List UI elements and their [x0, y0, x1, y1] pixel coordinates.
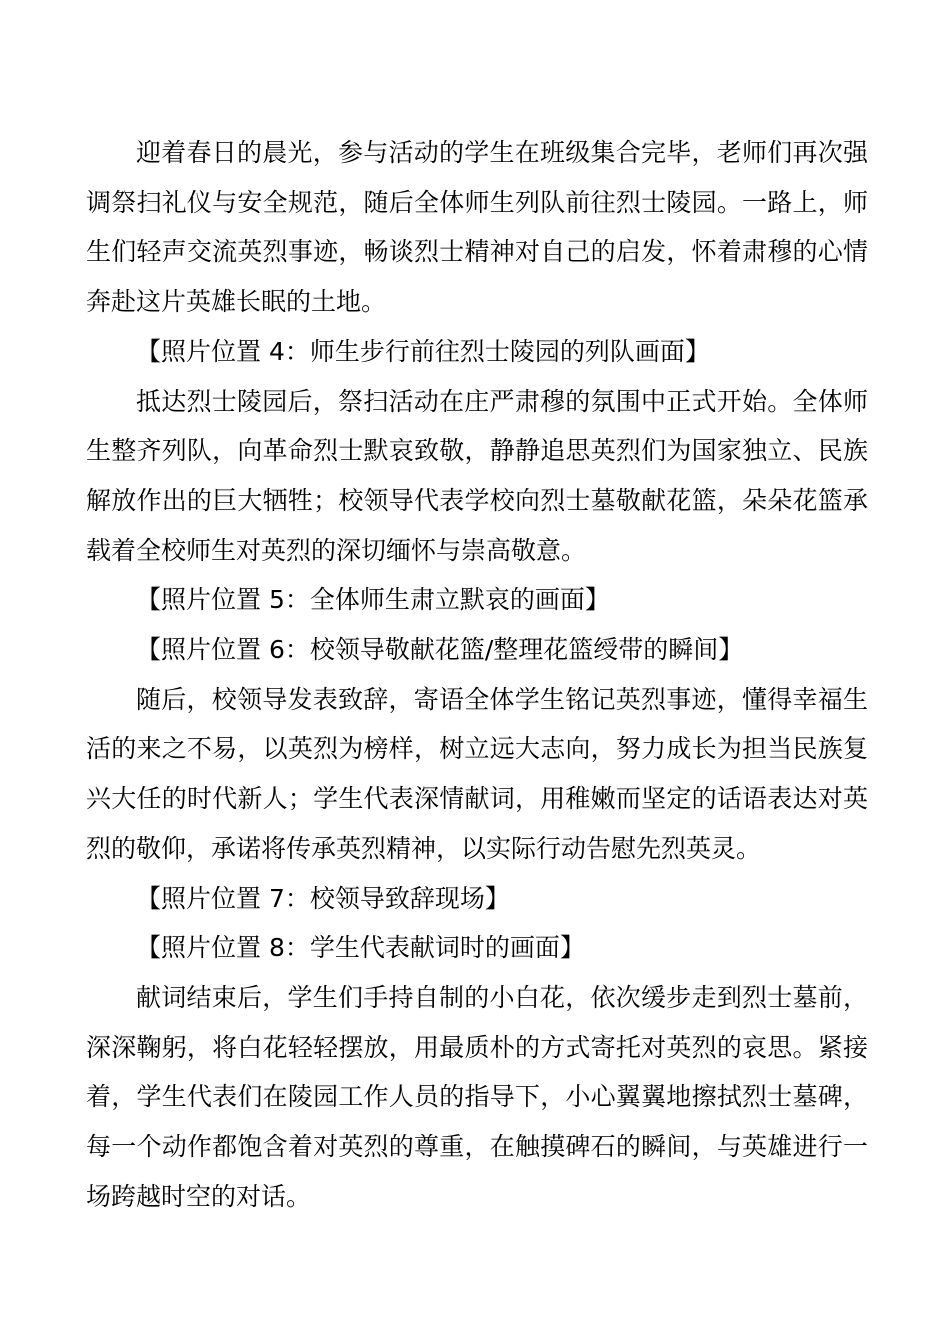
photo-placeholder-4: 【照片位置 4：师生步行前往烈士陵园的列队画面】 — [136, 336, 710, 366]
photo-placeholder-5: 【照片位置 5：全体师生肃立默哀的画面】 — [136, 585, 610, 615]
photo-placeholder-6: 【照片位置 6：校领导敬献花篮/整理花篮绶带的瞬间】 — [136, 635, 744, 665]
photo-placeholder-8: 【照片位置 8：学生代表献词时的画面】 — [136, 933, 585, 963]
paragraph-tribute: 献词结束后，学生们手持自制的小白花，依次缓步走到烈士墓前，深深鞠躬，将白花轻轻摆放，用最质朴的方式寄托对英烈的哀思。紧接着，学生代表们在陵园工作人员的指导下，小心翼翼地擦拭烈士墓碑，每一个动作都饱含着对英烈的尊重，在触摸碑石的瞬间，与英雄进行一场跨越时空的对话。 — [86, 982, 868, 1211]
paragraph-departure: 迎着春日的晨光，参与活动的学生在班级集合完毕，老师们再次强调祭扫礼仪与安全规范，随后全体师生列队前往烈士陵园。一路上，师生们轻声交流英烈事迹，畅谈烈士精神对自己的启发，怀着肃穆的心情奔赴这片英雄长眠的土地。 — [86, 138, 868, 317]
paragraph-ceremony: 抵达烈士陵园后，祭扫活动在庄严肃穆的氛围中正式开始。全体师生整齐列队，向革命烈士默哀致敬，静静追思英烈们为国家独立、民族解放作出的巨大牺牲；校领导代表学校向烈士墓敬献花篮，朵朵花篮承载着全校师生对英烈的深切缅怀与崇高敬意。 — [86, 386, 868, 565]
document-body — [86, 128, 868, 1221]
photo-placeholder-7: 【照片位置 7：校领导致辞现场】 — [136, 883, 510, 913]
paragraph-speeches: 随后，校领导发表致辞，寄语全体学生铭记英烈事迹，懂得幸福生活的来之不易，以英烈为榜样，树立远大志向，努力成长为担当民族复兴大任的时代新人；学生代表深情献词，用稚嫩而坚定的话语表达对英烈的敬仰，承诺将传承英烈精神，以实际行动告慰先烈英灵。 — [86, 684, 868, 863]
